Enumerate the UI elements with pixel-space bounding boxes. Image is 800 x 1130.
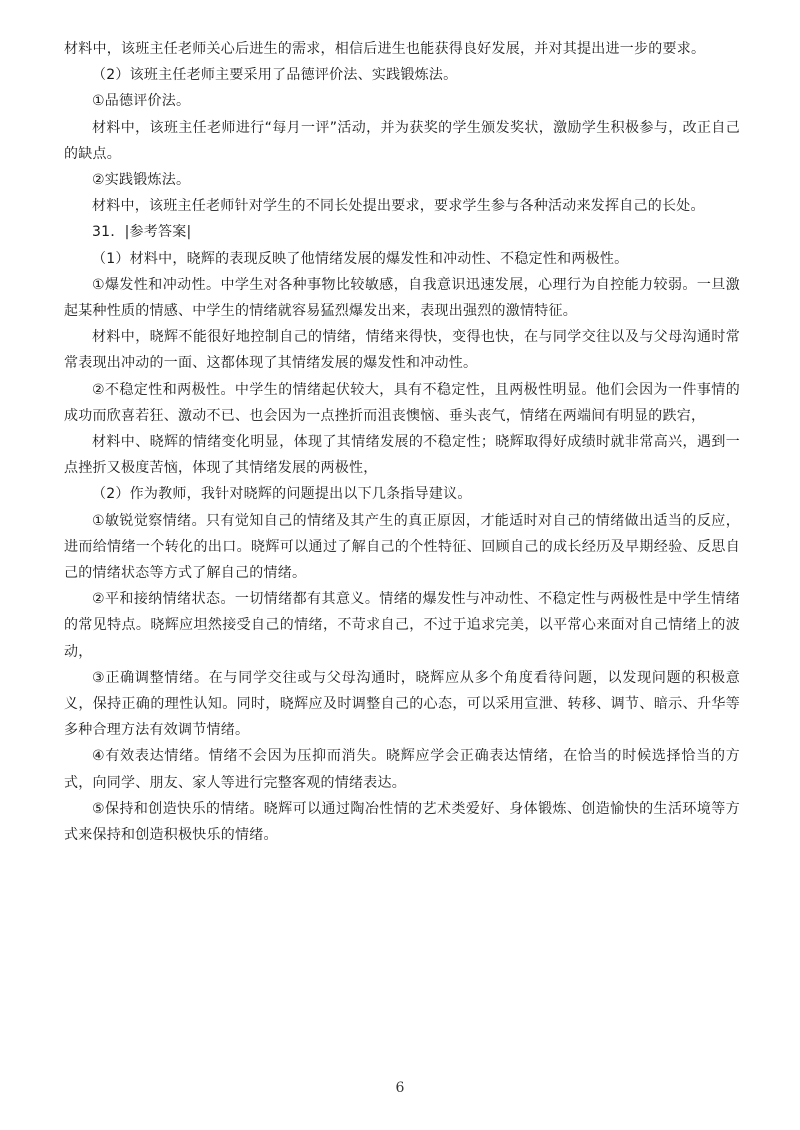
paragraph: 材料中，该班主任老师关心后进生的需求，相信后进生也能获得良好发展，并对其提出进一步的要求。 (64, 41, 706, 57)
paragraph: 材料中，该班主任老师针对学生的不同长处提出要求，要求学生参与各种活动来发挥自己的长处。 (92, 198, 705, 215)
paragraph: ①敏锐觉察情绪。只有觉知自己的情绪及其产生的真正原因，才能适时对自己的情绪做出适当的反应，进而给情绪一个转化的出口。晓辉可以通过了解自己的个性特征、回顾自己的成长经历及早期经验、反思自己的情绪状态等方式了解自己的情绪。 (64, 512, 740, 582)
paragraph: 材料中、晓辉的情绪变化明显，体现了其情绪发展的不稳定性；晓辉取得好成绩时就非常高兴，遇到一点挫折又极度苦恼，体现了其情绪发展的两极性， (64, 434, 740, 477)
paragraph: ①品德评价法。 (92, 93, 191, 110)
paragraph: ③正确调整情绪。在与同学交往或与父母沟通时，晓辉应从多个角度看待问题，以发现问题的积极意义，保持正确的理性认知。同时，晓辉应及时调整自己的心态，可以采用宣泄、转移、调节、暗示、升华等多种合理方法有效调节情绪。 (64, 669, 740, 739)
paragraph: （2）作为教师，我针对晓辉的问题提出以下几条指导建议。 (92, 486, 472, 503)
paragraph: 材料中，晓辉不能很好地控制自己的情绪，情绪来得快，变得也快，在与同学交往以及与父母沟通时常常表现出冲动的一面、这都体现了其情绪发展的爆发性和冲动性。 (64, 329, 740, 372)
paragraph: ④有效表达情绪。情绪不会因为压抑而消失。晓辉应学会正确表达情绪，在恰当的时候选择恰当的方式，向同学、朋友、家人等进行完整客观的情绪表达。 (64, 748, 740, 791)
paragraph: ②不稳定性和两极性。中学生的情绪起伏较大，具有不稳定性，且两极性明显。他们会因为一件事情的成功而欣喜若狂、激动不已、也会因为一点挫折而沮丧懊恼、垂头丧气，情绪在两端间有明显的跌宕， (64, 381, 740, 424)
page-number: 6 (395, 1080, 405, 1096)
paragraph: ①爆发性和冲动性。中学生对各种事物比较敏感，自我意识迅速发展，心理行为自控能力较弱。一旦激起某种性质的情感、中学生的情绪就容易猛烈爆发出来，表现出强烈的激情特征。 (64, 276, 740, 320)
paragraph: （1）材料中，晓辉的表现反映了他情绪发展的爆发性和冲动性、不稳定性和两极性。 (92, 250, 629, 267)
document-body (64, 36, 740, 848)
paragraph: 材料中，该班主任老师进行“每月一评”活动，并为获奖的学生颁发奖状，激励学生积极参与，改正自己的缺点。 (64, 119, 740, 162)
answer-heading: 31．|参考答案| (92, 224, 192, 241)
paragraph: （2）该班主任老师主要采用了品德评价法、实践锻炼法。 (92, 67, 458, 84)
paragraph: ②平和接纳情绪状态。一切情绪都有其意义。情绪的爆发性与冲动性、不稳定性与两极性是中学生情绪的常见特点。晓辉应坦然接受自己的情绪，不苛求自己，不过于追求完美，以平常心来面对自己情绪上的波动， (64, 591, 740, 660)
paragraph: ⑤保持和创造快乐的情绪。晓辉可以通过陶冶性情的艺术类爱好、身体锻炼、创造愉快的生活环境等方式来保持和创造积极快乐的情绪。 (64, 800, 740, 844)
paragraph: ②实践锻炼法。 (92, 172, 191, 189)
